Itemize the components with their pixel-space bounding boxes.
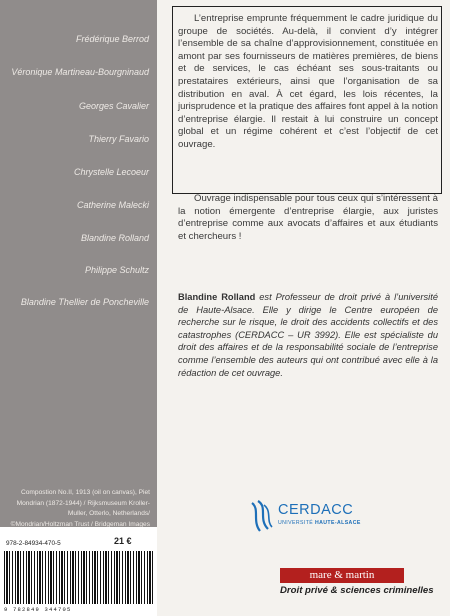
cerdacc-emblem-icon (246, 499, 276, 535)
collection-name: Droit privé & sciences criminelles (280, 585, 434, 596)
bio-name: Blandine Rolland (178, 292, 256, 302)
author-name: Catherine Malecki (76, 200, 149, 210)
price: 21 € (114, 536, 132, 546)
author-name: Blandine Thellier de Poncheville (20, 297, 149, 307)
summary-paragraph-1: L’entreprise emprunte fréquemment le cadre juridique du groupe de sociétés. Au-delà, il convient d’y intégrer l’ensemble de sa chaîne d’approvisionnement, constituée en amont par ses fournisseurs de matières premières, de biens et de services, le cas échéant ses sous-traitants ou prestataires extérieurs, ainsi que l’organisation de sa distribution en aval. À cet égard, les lois récentes, la jurisprudence et la pratique des affaires font appel à la notion d’entreprise élargie. Il restait à lui construire un concept global et un régime cohérent et c’est l’objectif de cet ouvrage. (178, 13, 438, 150)
summary-paragraph-2: Ouvrage indispensable pour tous ceux qui s’intéressent à la notion émergente d’entreprise élargie, aux juristes d’entreprise comme aux avocats d’affaires et aux étudiants et chercheurs ! (178, 193, 438, 242)
author-name: Chrystelle Lecoeur (73, 167, 149, 177)
author-name: Philippe Schultz (84, 265, 149, 275)
author-name: Frédérique Berrod (75, 34, 149, 44)
author-name: Blandine Rolland (80, 233, 149, 243)
logo-subtitle (278, 520, 361, 526)
barcode-area (0, 527, 157, 616)
author-sidebar (0, 0, 157, 616)
isbn: 978-2-84934-470-5 (6, 540, 61, 547)
barcode-icon (4, 551, 154, 604)
barcode-digits: 9 782849 344705 (4, 606, 72, 613)
author-name: Georges Cavalier (78, 101, 149, 111)
author-name: Thierry Favario (88, 134, 149, 144)
cerdacc-logo (246, 497, 376, 537)
image-credit: Compostion No.II, 1913 (oil on canvas), Piet Mondrian (1872-1944) / Rijksmuseum Kroller-Muller, Otterlo, Netherlands/ ©Mondrian/Holtzman Trust / Bridgeman Images (10, 489, 150, 528)
logo-subtitle-left: UNIVERSITÉ (278, 520, 315, 526)
author-name: Véronique Martineau-Bourgninaud (11, 67, 149, 77)
author-bio (178, 291, 438, 379)
publisher-badge: mare & martin (280, 568, 404, 583)
bio-text: est Professeur de droit privé à l’université de Haute-Alsace. Elle y dirige le Centre européen de recherche sur le risque, le droit des accidents collectifs et des catastrophes (CERDACC – UR 3992). Elle est spécialiste du droit des affaires et de la responsabilité sociale de l’entreprise comme l’ensemble des auteurs qui ont contribué avec elle à la rédaction de cet ouvrage. (178, 292, 438, 378)
logo-name: CERDACC (278, 502, 354, 518)
logo-subtitle-right: HAUTE-ALSACE (314, 520, 361, 526)
